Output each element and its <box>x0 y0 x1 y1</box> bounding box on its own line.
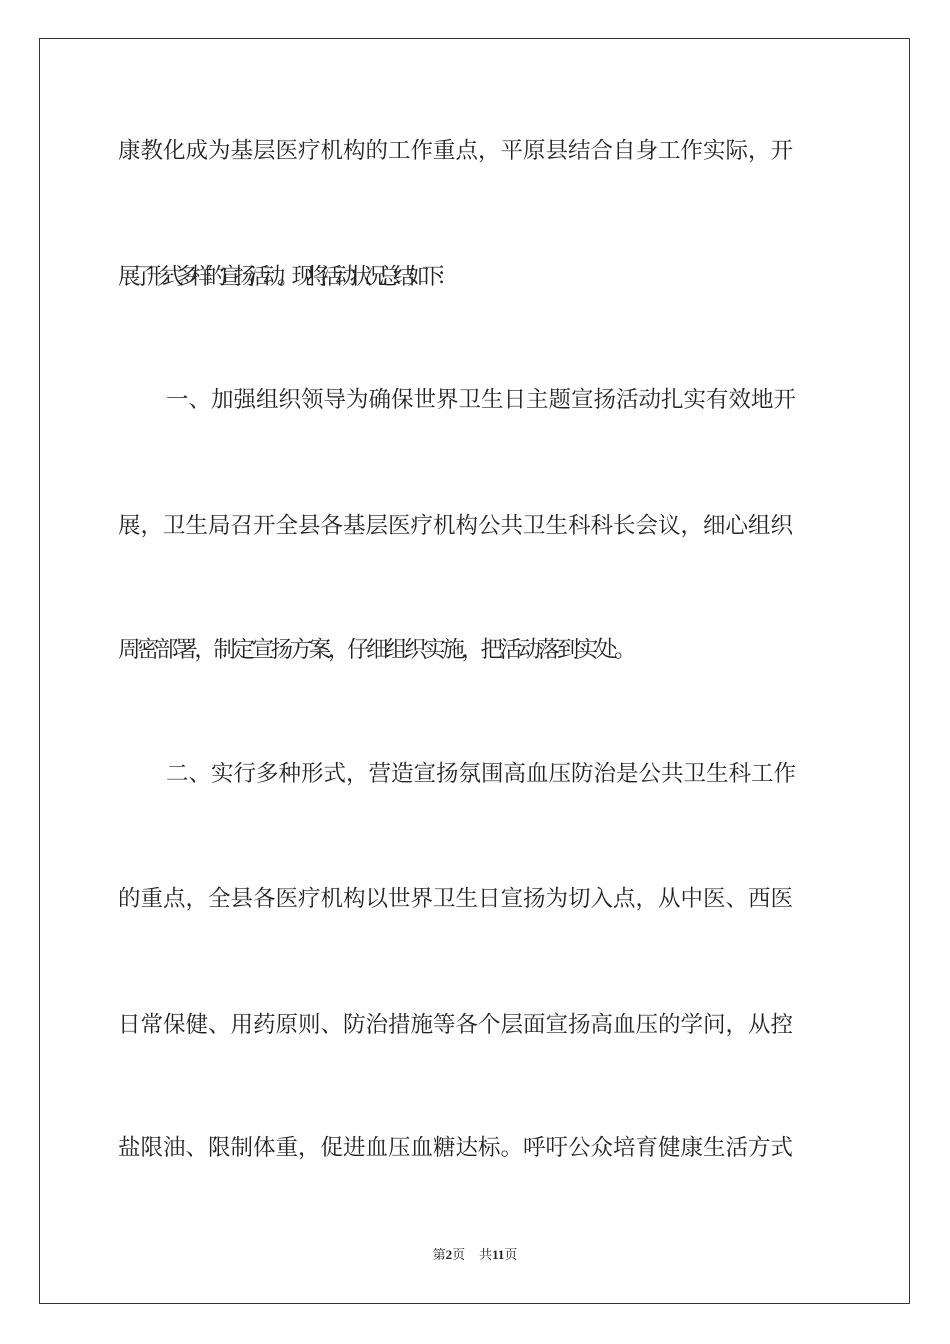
page-label-suffix: 页 <box>452 1247 466 1262</box>
body-text-line-8: 日常保健、用药原则、防治措施等各个层面宣扬高血压的学问，从控 <box>118 1012 794 1038</box>
current-page-number: 2 <box>445 1247 453 1262</box>
body-text-line-2: 展了形式多样的宣扬活动。现将活动状况总结如下： <box>118 264 451 290</box>
body-text-line-7: 的重点，全县各医疗机构以世界卫生日宣扬为切入点，从中医、西医 <box>118 886 794 912</box>
body-text-line-5: 周密部署，制定宣扬方案，仔细组织实施，把活动落到实处。 <box>118 637 634 663</box>
total-label-suffix: 页 <box>504 1247 518 1262</box>
body-text-line-1: 康教化成为基层医疗机构的工作重点，平原县结合自身工作实际，开 <box>118 138 794 164</box>
page-border <box>39 38 910 1304</box>
section-one-heading-line: 一、加强组织领导为确保世界卫生日主题宣扬活动扎实有效地开 <box>166 387 797 413</box>
page-label-prefix: 第 <box>432 1247 446 1262</box>
section-two-heading-line: 二、实行多种形式，营造宣扬氛围高血压防治是公共卫生科工作 <box>166 761 797 787</box>
page-footer <box>0 1246 950 1264</box>
total-pages-number: 11 <box>492 1247 505 1262</box>
body-text-line-4: 展，卫生局召开全县各基层医疗机构公共卫生科科长会议，细心组织 <box>118 513 794 539</box>
total-label-prefix: 共 <box>479 1247 493 1262</box>
body-text-line-9: 盐限油、限制体重，促进血压血糖达标。呼吁公众培育健康生活方式 <box>118 1135 794 1161</box>
